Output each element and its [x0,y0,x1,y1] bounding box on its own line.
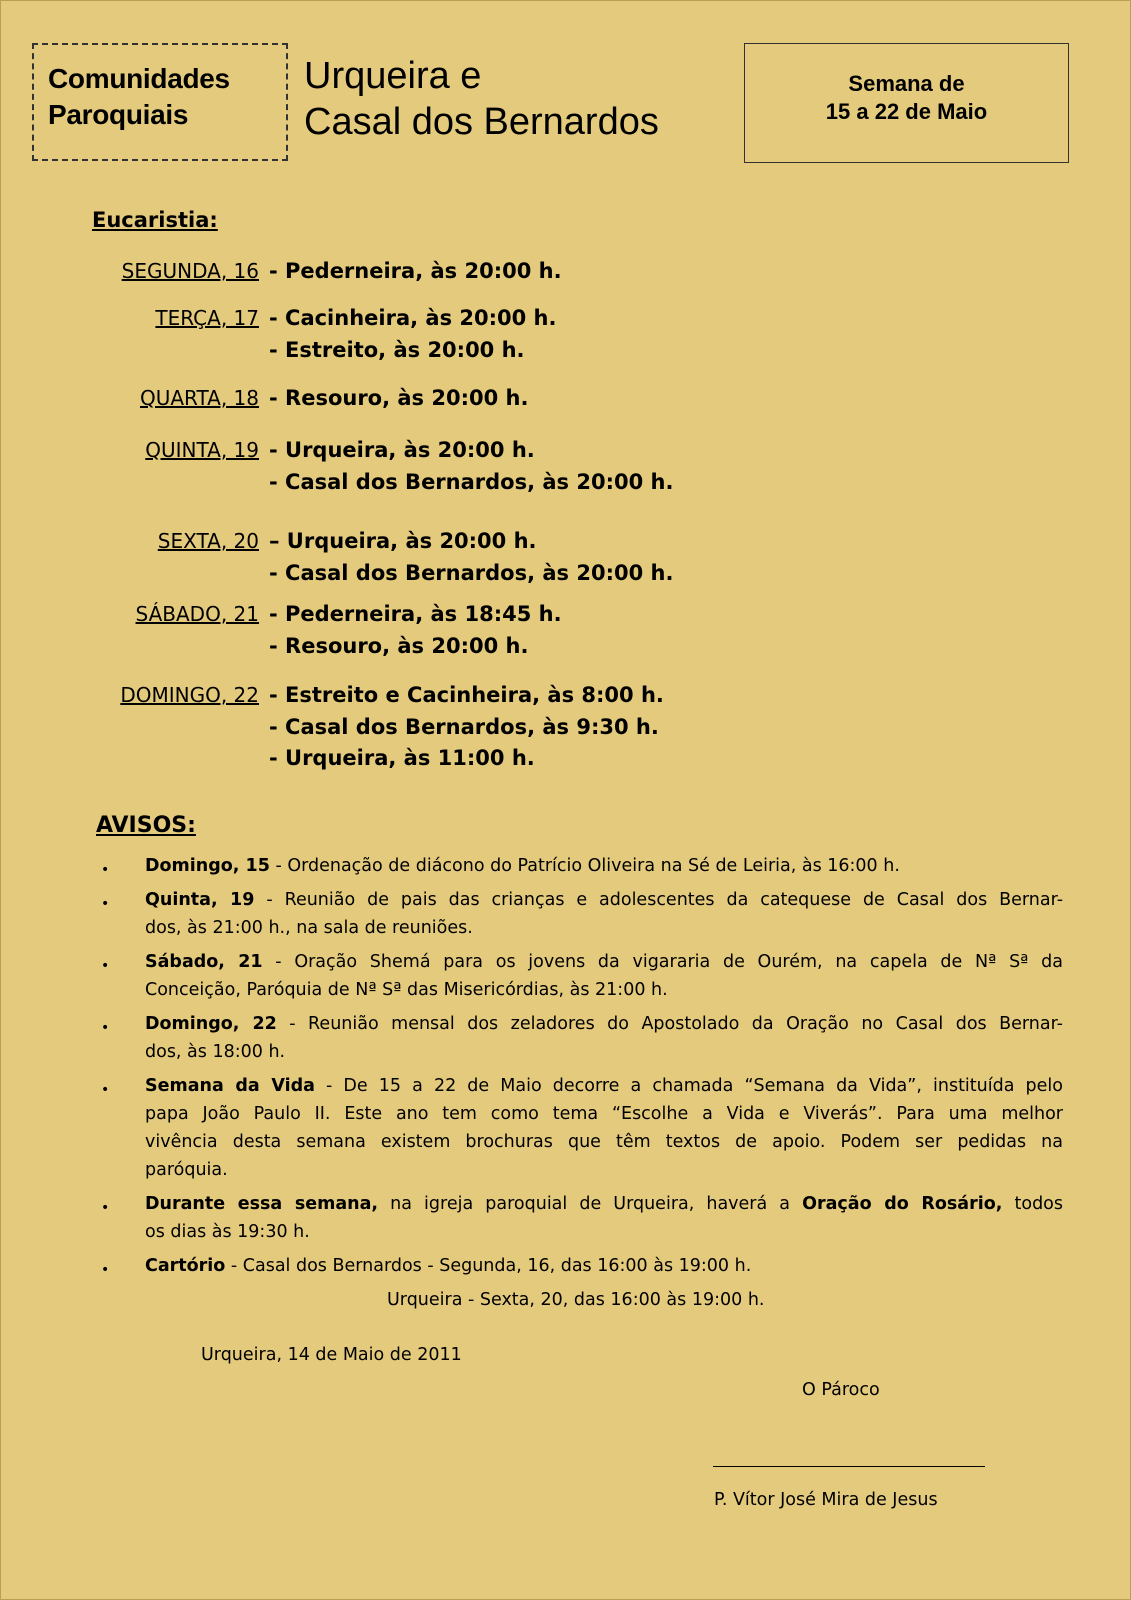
bullet: • [101,958,110,974]
mass-time: - Casal dos Bernardos, às 20:00 h. [269,470,674,494]
aviso-text: - Oração Shemá para os jovens da vigararia de Ourém, na capela de Nª Sª da [262,952,1063,972]
aviso-item [145,890,1063,910]
aviso-text: - Reunião de pais das crianças e adolescentes da catequese de Casal dos Bernar- [254,890,1064,910]
day-label: DOMINGO, 22 [120,683,259,707]
mass-time: - Cacinheira, às 20:00 h. [269,306,557,330]
aviso-label: Domingo, 22 [145,1014,277,1034]
week-line-2: 15 a 22 de Maio [825,99,988,124]
aviso-text-cont: papa João Paulo II. Este ano tem como tema “Escolhe a Vida e Viverás”. Para uma melhor [145,1104,1063,1124]
aviso-text-end: todos [1002,1194,1063,1214]
aviso-label: Sábado, 21 [145,952,263,972]
communities-line-1: Comunidades [48,63,230,94]
eucaristia-heading: Eucaristia: [92,208,218,232]
day-label: SEGUNDA, 16 [121,259,259,283]
day-label: QUINTA, 19 [145,438,259,462]
mass-time: - Estreito, às 20:00 h. [269,338,525,362]
mass-time: - Casal dos Bernardos, às 9:30 h. [269,715,659,739]
bullet: • [101,1200,110,1216]
aviso-text: - Reunião mensal dos zeladores do Apostolado da Oração no Casal dos Bernar- [276,1014,1063,1034]
aviso-text-cont: vivência desta semana existem brochuras que têm textos de apoio. Podem ser pedidas na [145,1132,1063,1152]
day-label: SÁBADO, 21 [135,602,259,626]
signatory-name: P. Vítor José Mira de Jesus [714,1490,938,1510]
mass-time: - Pederneira, às 20:00 h. [269,259,562,283]
aviso-item [145,952,1063,972]
communities-box [32,43,288,161]
week-line-1: Semana de [848,71,965,96]
signature-line [713,1466,985,1467]
mass-time: – Urqueira, às 20:00 h. [269,529,537,553]
aviso-item [145,1014,1063,1034]
mass-time: - Pederneira, às 18:45 h. [269,602,562,626]
communities-line-2: Paroquiais [48,99,189,130]
aviso-label: Domingo, 15 [145,856,270,876]
aviso-item [145,1256,1063,1276]
aviso-label: Cartório [145,1256,226,1276]
aviso-text-cont: dos, às 18:00 h. [145,1042,286,1062]
aviso-text-cont: Urqueira - Sexta, 20, das 16:00 às 19:00 h. [387,1290,765,1310]
signatory-role: O Pároco [802,1380,880,1400]
aviso-text-cont: paróquia. [145,1160,228,1180]
mass-time: - Resouro, às 20:00 h. [269,386,529,410]
aviso-text: - Casal dos Bernardos - Segunda, 16, das 16:00 às 19:00 h. [225,1256,752,1276]
aviso-text: - De 15 a 22 de Maio decorre a chamada “Semana da Vida”, instituída pelo [314,1076,1063,1096]
aviso-text: - Ordenação de diácono do Patrício Oliveira na Sé de Leiria, às 16:00 h. [269,856,900,876]
aviso-text: na igreja paroquial de Urqueira, haverá a [378,1194,803,1214]
aviso-label: Semana da Vida [145,1076,315,1096]
aviso-text-cont: os dias às 19:30 h. [145,1222,310,1242]
mass-time: - Urqueira, às 20:00 h. [269,438,535,462]
mass-time: - Casal dos Bernardos, às 20:00 h. [269,561,674,585]
day-label: TERÇA, 17 [155,306,259,330]
aviso-label-2: Oração do Rosário, [802,1194,1003,1214]
aviso-text-cont: Conceição, Paróquia de Nª Sª das Misericórdias, às 21:00 h. [145,980,668,1000]
aviso-item [145,856,1063,876]
bullet: • [101,1020,110,1036]
page-title-line-1: Urqueira e [304,55,482,97]
aviso-text-cont: dos, às 21:00 h., na sala de reuniões. [145,918,473,938]
aviso-item [145,1076,1063,1096]
place-date: Urqueira, 14 de Maio de 2011 [201,1345,462,1365]
mass-time: - Urqueira, às 11:00 h. [269,746,535,770]
aviso-label: Quinta, 19 [145,890,255,910]
week-box [744,43,1069,163]
mass-time: - Estreito e Cacinheira, às 8:00 h. [269,683,664,707]
page-title-line-2: Casal dos Bernardos [304,101,659,143]
day-label: QUARTA, 18 [139,386,259,410]
aviso-label: Durante essa semana, [145,1194,379,1214]
bullet: • [101,896,110,912]
mass-time: - Resouro, às 20:00 h. [269,634,529,658]
bullet: • [101,1082,110,1098]
aviso-item [145,1194,1063,1214]
avisos-heading: AVISOS: [96,813,196,838]
day-label: SEXTA, 20 [157,529,259,553]
bullet: • [101,1262,110,1278]
bullet: • [101,862,110,878]
